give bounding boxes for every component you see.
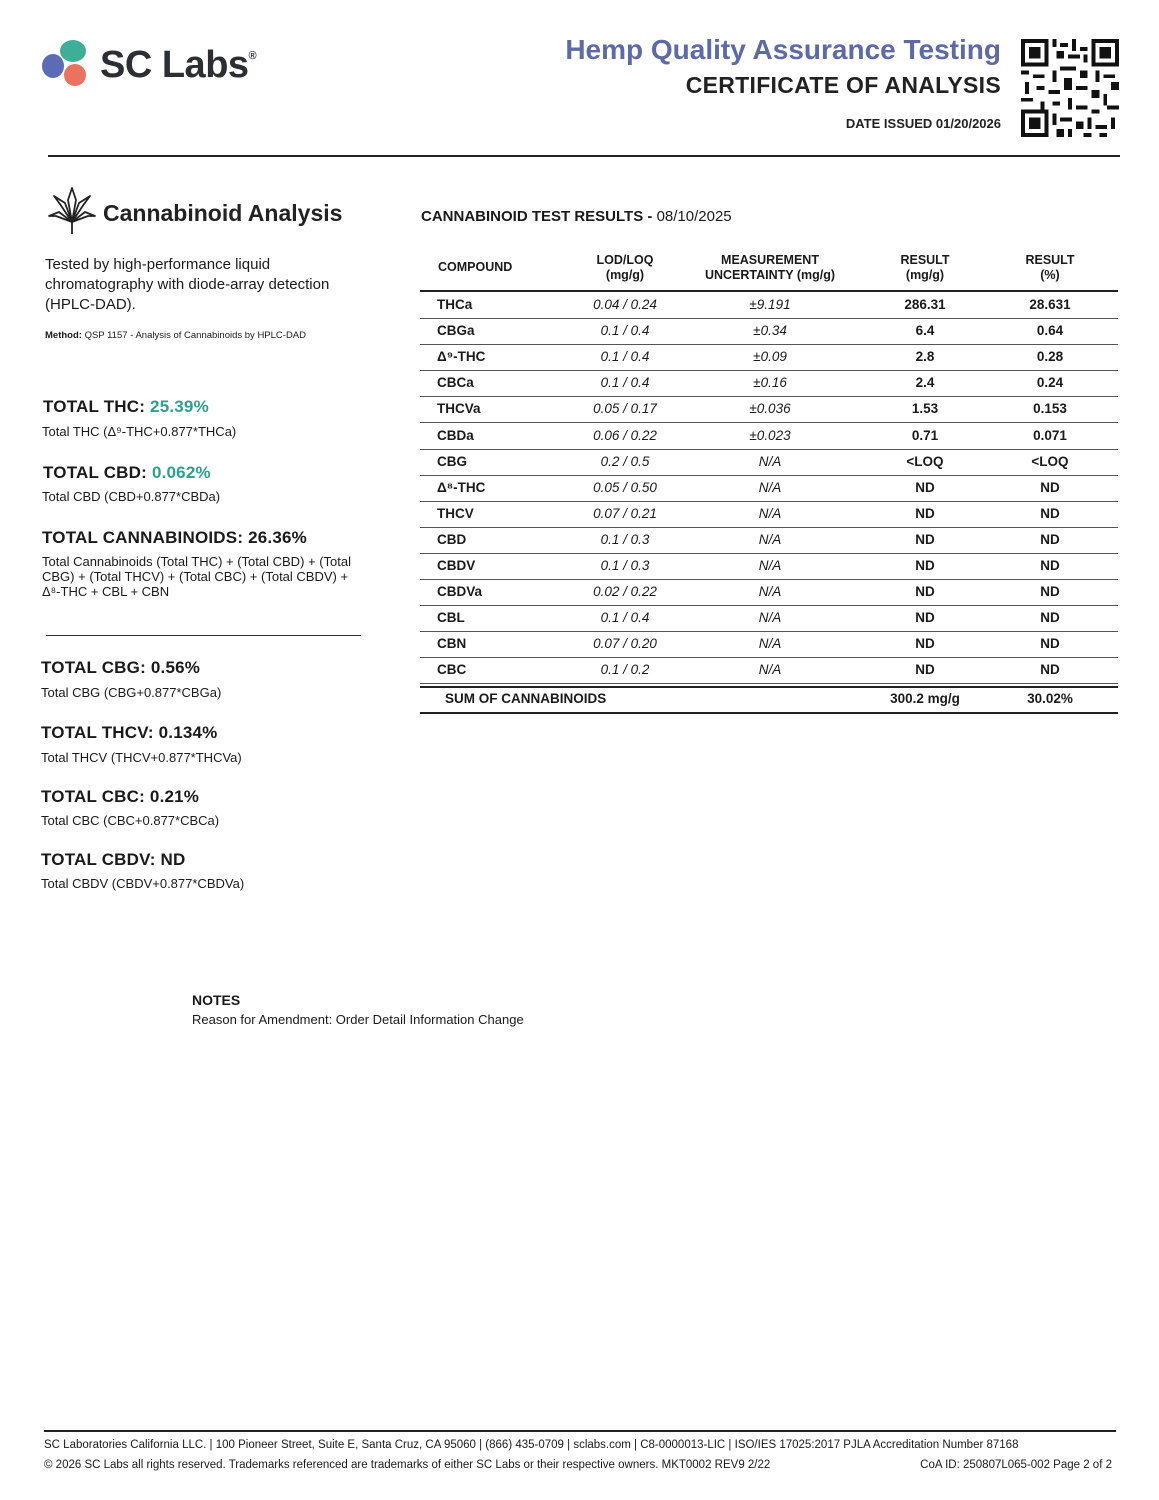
table-row: [420, 605, 1118, 632]
cell-result-pct: ND: [1040, 531, 1060, 547]
notes-heading: NOTES: [192, 992, 241, 1008]
header-divider: [48, 155, 1120, 157]
cell-result-mg: ND: [915, 610, 935, 626]
cell-compound: CBG: [437, 453, 467, 469]
cell-result-mg: ND: [915, 505, 935, 521]
total-thc-formula: Total THC (Δ⁹-THC+0.877*THCa): [42, 424, 237, 439]
cell-uncertainty: ±0.34: [753, 323, 787, 339]
footer-divider: [44, 1430, 1116, 1432]
cell-lodloq: 0.05 / 0.50: [593, 479, 657, 495]
logo-dot-coral: [64, 64, 86, 86]
method-line: Method: QSP 1157 - Analysis of Cannabinoids by HPLC-DAD: [45, 330, 307, 341]
cell-uncertainty: N/A: [758, 531, 782, 547]
cell-result-mg: 0.71: [911, 427, 939, 443]
total-cbd-formula: Total CBD (CBD+0.877*CBDa): [42, 489, 221, 504]
total-cbdv-formula: Total CBDV (CBDV+0.877*CBDVa): [41, 876, 245, 891]
cell-compound: CBDV: [437, 558, 476, 573]
cell-compound: THCVa: [437, 401, 481, 417]
cell-lodloq: 0.06 / 0.22: [593, 427, 657, 443]
total-cbdv-label: TOTAL CBDV: ND: [41, 850, 186, 869]
table-row: [420, 292, 1118, 319]
table-row: [420, 449, 1118, 476]
cell-uncertainty: N/A: [758, 662, 782, 678]
cell-uncertainty: ±0.16: [753, 375, 787, 391]
table-row: [420, 631, 1118, 658]
total-cannabinoids-label: TOTAL CANNABINOIDS: 26.36%: [42, 528, 307, 547]
cell-uncertainty: N/A: [758, 558, 782, 573]
table-row: [420, 423, 1118, 450]
cell-compound: THCV: [437, 505, 474, 521]
total-thc-value: 25.39%: [150, 397, 209, 416]
cell-result-mg: 6.4: [915, 323, 935, 339]
cell-result-mg: ND: [915, 531, 935, 547]
table-row: [420, 527, 1118, 554]
method-description: Tested by high-performance liquid chromatography with diode-array detection (HPLC-DAD).: [45, 256, 330, 313]
sum-label: SUM OF CANNABINOIDS: [445, 691, 607, 706]
total-cbc-formula: Total CBC (CBC+0.877*CBCa): [41, 813, 220, 828]
cell-uncertainty: ±0.09: [753, 349, 787, 365]
header-subtitle: CERTIFICATE OF ANALYSIS: [685, 72, 1001, 98]
total-cbd-value: 0.062%: [151, 463, 211, 482]
cell-result-pct: ND: [1040, 505, 1060, 521]
cell-result-pct: 0.071: [1033, 427, 1067, 443]
footer-copyright: © 2026 SC Labs all rights reserved. Trademarks referenced are trademarks of either SC Labs or their respective owners. MKT0002 REV9 2/22: [44, 1459, 771, 1471]
col-header-result-mg: RESULT (mg/g): [900, 253, 950, 282]
qr-code-icon: [1021, 39, 1119, 137]
cell-result-mg: ND: [915, 479, 935, 495]
footer-coa-id: CoA ID: 250807L065-002 Page 2 of 2: [920, 1459, 1112, 1471]
cell-uncertainty: ±0.036: [749, 401, 791, 417]
section-title-text: Cannabinoid Analysis: [103, 200, 343, 226]
cell-compound: CBC: [437, 662, 467, 678]
sum-mg: 300.2 mg/g: [890, 691, 960, 706]
footer-address: SC Laboratories California LLC. | 100 Pioneer Street, Suite E, Santa Cruz, CA 95060 | (866) 435-0709 | sclabs.com | C8-0000013-LIC | ISO/IES 17025:2017 PJLA Accreditation Number 87168: [44, 1439, 1019, 1451]
cell-result-mg: 2.4: [915, 375, 935, 391]
sum-pct: 30.02%: [1027, 691, 1073, 706]
cell-compound: CBDVa: [437, 584, 483, 600]
sum-row: [420, 686, 1118, 714]
cell-lodloq: 0.07 / 0.20: [593, 636, 657, 652]
cell-lodloq: 0.1 / 0.2: [600, 662, 650, 678]
cell-compound: CBD: [437, 531, 467, 547]
header-title: Hemp Quality Assurance Testing: [565, 34, 1001, 65]
col-header-result-pct: RESULT (%): [1025, 253, 1075, 282]
total-thc-label: TOTAL THC: 25.39%: [43, 397, 209, 416]
total-cannabinoids-formula: Total Cannabinoids (Total THC) + (Total CBD) + (Total CBG) + (Total THCV) + (Total CBC) + (Total CBDV) + Δ⁸-THC + CBL + CBN: [42, 554, 351, 599]
cell-result-pct: 28.631: [1029, 297, 1071, 312]
cell-result-pct: ND: [1040, 558, 1060, 573]
cell-lodloq: 0.1 / 0.4: [600, 323, 650, 339]
cell-uncertainty: N/A: [758, 479, 782, 495]
logo-dot-teal: [60, 40, 86, 62]
cell-result-pct: ND: [1040, 479, 1060, 495]
cell-compound: Δ⁹-THC: [437, 349, 486, 365]
cannabis-leaf-icon: [48, 186, 96, 236]
cell-result-pct: 0.28: [1036, 349, 1064, 365]
cell-lodloq: 0.1 / 0.3: [600, 531, 650, 547]
results-date: 08/10/2025: [656, 208, 732, 225]
logo-dot-blue: [42, 54, 64, 78]
cell-lodloq: 0.04 / 0.24: [593, 297, 657, 312]
cell-result-mg: ND: [915, 636, 935, 652]
cell-uncertainty: N/A: [758, 610, 782, 626]
left-divider: [46, 635, 361, 636]
col-header-lodloq: LOD/LOQ (mg/g): [596, 253, 654, 282]
cell-compound: THCa: [437, 297, 473, 312]
cell-lodloq: 0.02 / 0.22: [593, 584, 657, 600]
total-cbg-label: TOTAL CBG: 0.56%: [41, 658, 201, 677]
total-thcv-label: TOTAL THCV: 0.134%: [41, 723, 218, 742]
cell-result-mg: 286.31: [904, 297, 946, 312]
cell-result-pct: ND: [1040, 610, 1060, 626]
cell-compound: CBDa: [437, 427, 474, 443]
cell-result-pct: 0.64: [1036, 323, 1064, 339]
cell-compound: CBN: [437, 636, 467, 652]
cell-lodloq: 0.2 / 0.5: [600, 453, 650, 469]
cell-result-mg: ND: [915, 558, 935, 573]
cell-result-mg: ND: [915, 662, 935, 678]
cell-lodloq: 0.07 / 0.21: [593, 505, 657, 521]
cell-result-pct: ND: [1040, 662, 1060, 678]
cell-compound: CBGa: [437, 323, 475, 339]
cell-result-pct: 0.24: [1036, 375, 1064, 391]
table-row: [420, 553, 1118, 580]
notes-text: Reason for Amendment: Order Detail Information Change: [192, 1012, 524, 1027]
cell-lodloq: 0.1 / 0.3: [600, 558, 650, 573]
total-cbd-label: TOTAL CBD: 0.062%: [43, 463, 211, 482]
total-cbg-formula: Total CBG (CBG+0.877*CBGa): [41, 685, 222, 700]
results-title: CANNABINOID TEST RESULTS - 08/10/2025: [421, 208, 732, 225]
cell-compound: Δ⁸-THC: [437, 479, 486, 495]
logo-wordmark: SC Labs®: [100, 44, 257, 86]
table-row: [420, 344, 1118, 371]
cell-lodloq: 0.1 / 0.4: [600, 610, 650, 626]
cell-result-pct: 0.153: [1033, 401, 1067, 417]
col-header-uncertainty: MEASUREMENT UNCERTAINTY (mg/g): [704, 253, 836, 282]
col-header-compound: COMPOUND: [438, 260, 513, 274]
cell-result-pct: ND: [1040, 584, 1060, 600]
cell-lodloq: 0.05 / 0.17: [593, 401, 657, 417]
cell-result-mg: ND: [915, 584, 935, 600]
cell-lodloq: 0.1 / 0.4: [600, 375, 650, 391]
cell-uncertainty: N/A: [758, 636, 782, 652]
cell-compound: CBL: [437, 610, 465, 626]
cell-uncertainty: N/A: [758, 505, 782, 521]
cell-uncertainty: N/A: [758, 584, 782, 600]
date-issued: DATE ISSUED 01/20/2026: [845, 116, 1001, 131]
table-row: [420, 370, 1118, 397]
cell-result-mg: <LOQ: [906, 453, 944, 469]
cell-compound: CBCa: [437, 375, 474, 391]
table-row: [420, 475, 1118, 502]
table-row: [420, 501, 1118, 528]
table-row: [420, 318, 1118, 345]
sc-labs-logo: [40, 38, 270, 94]
cell-result-mg: 2.8: [915, 349, 935, 365]
total-thcv-formula: Total THCV (THCV+0.877*THCVa): [41, 750, 242, 765]
cell-result-mg: 1.53: [911, 401, 939, 417]
cell-uncertainty: ±9.191: [749, 297, 791, 312]
table-row: [420, 657, 1118, 684]
cell-result-pct: <LOQ: [1031, 453, 1069, 469]
cell-uncertainty: ±0.023: [749, 427, 791, 443]
cell-lodloq: 0.1 / 0.4: [600, 349, 650, 365]
table-row: [420, 396, 1118, 423]
cell-uncertainty: N/A: [758, 453, 782, 469]
table-row: [420, 579, 1118, 606]
total-cbc-label: TOTAL CBC: 0.21%: [41, 787, 200, 806]
cell-result-pct: ND: [1040, 636, 1060, 652]
